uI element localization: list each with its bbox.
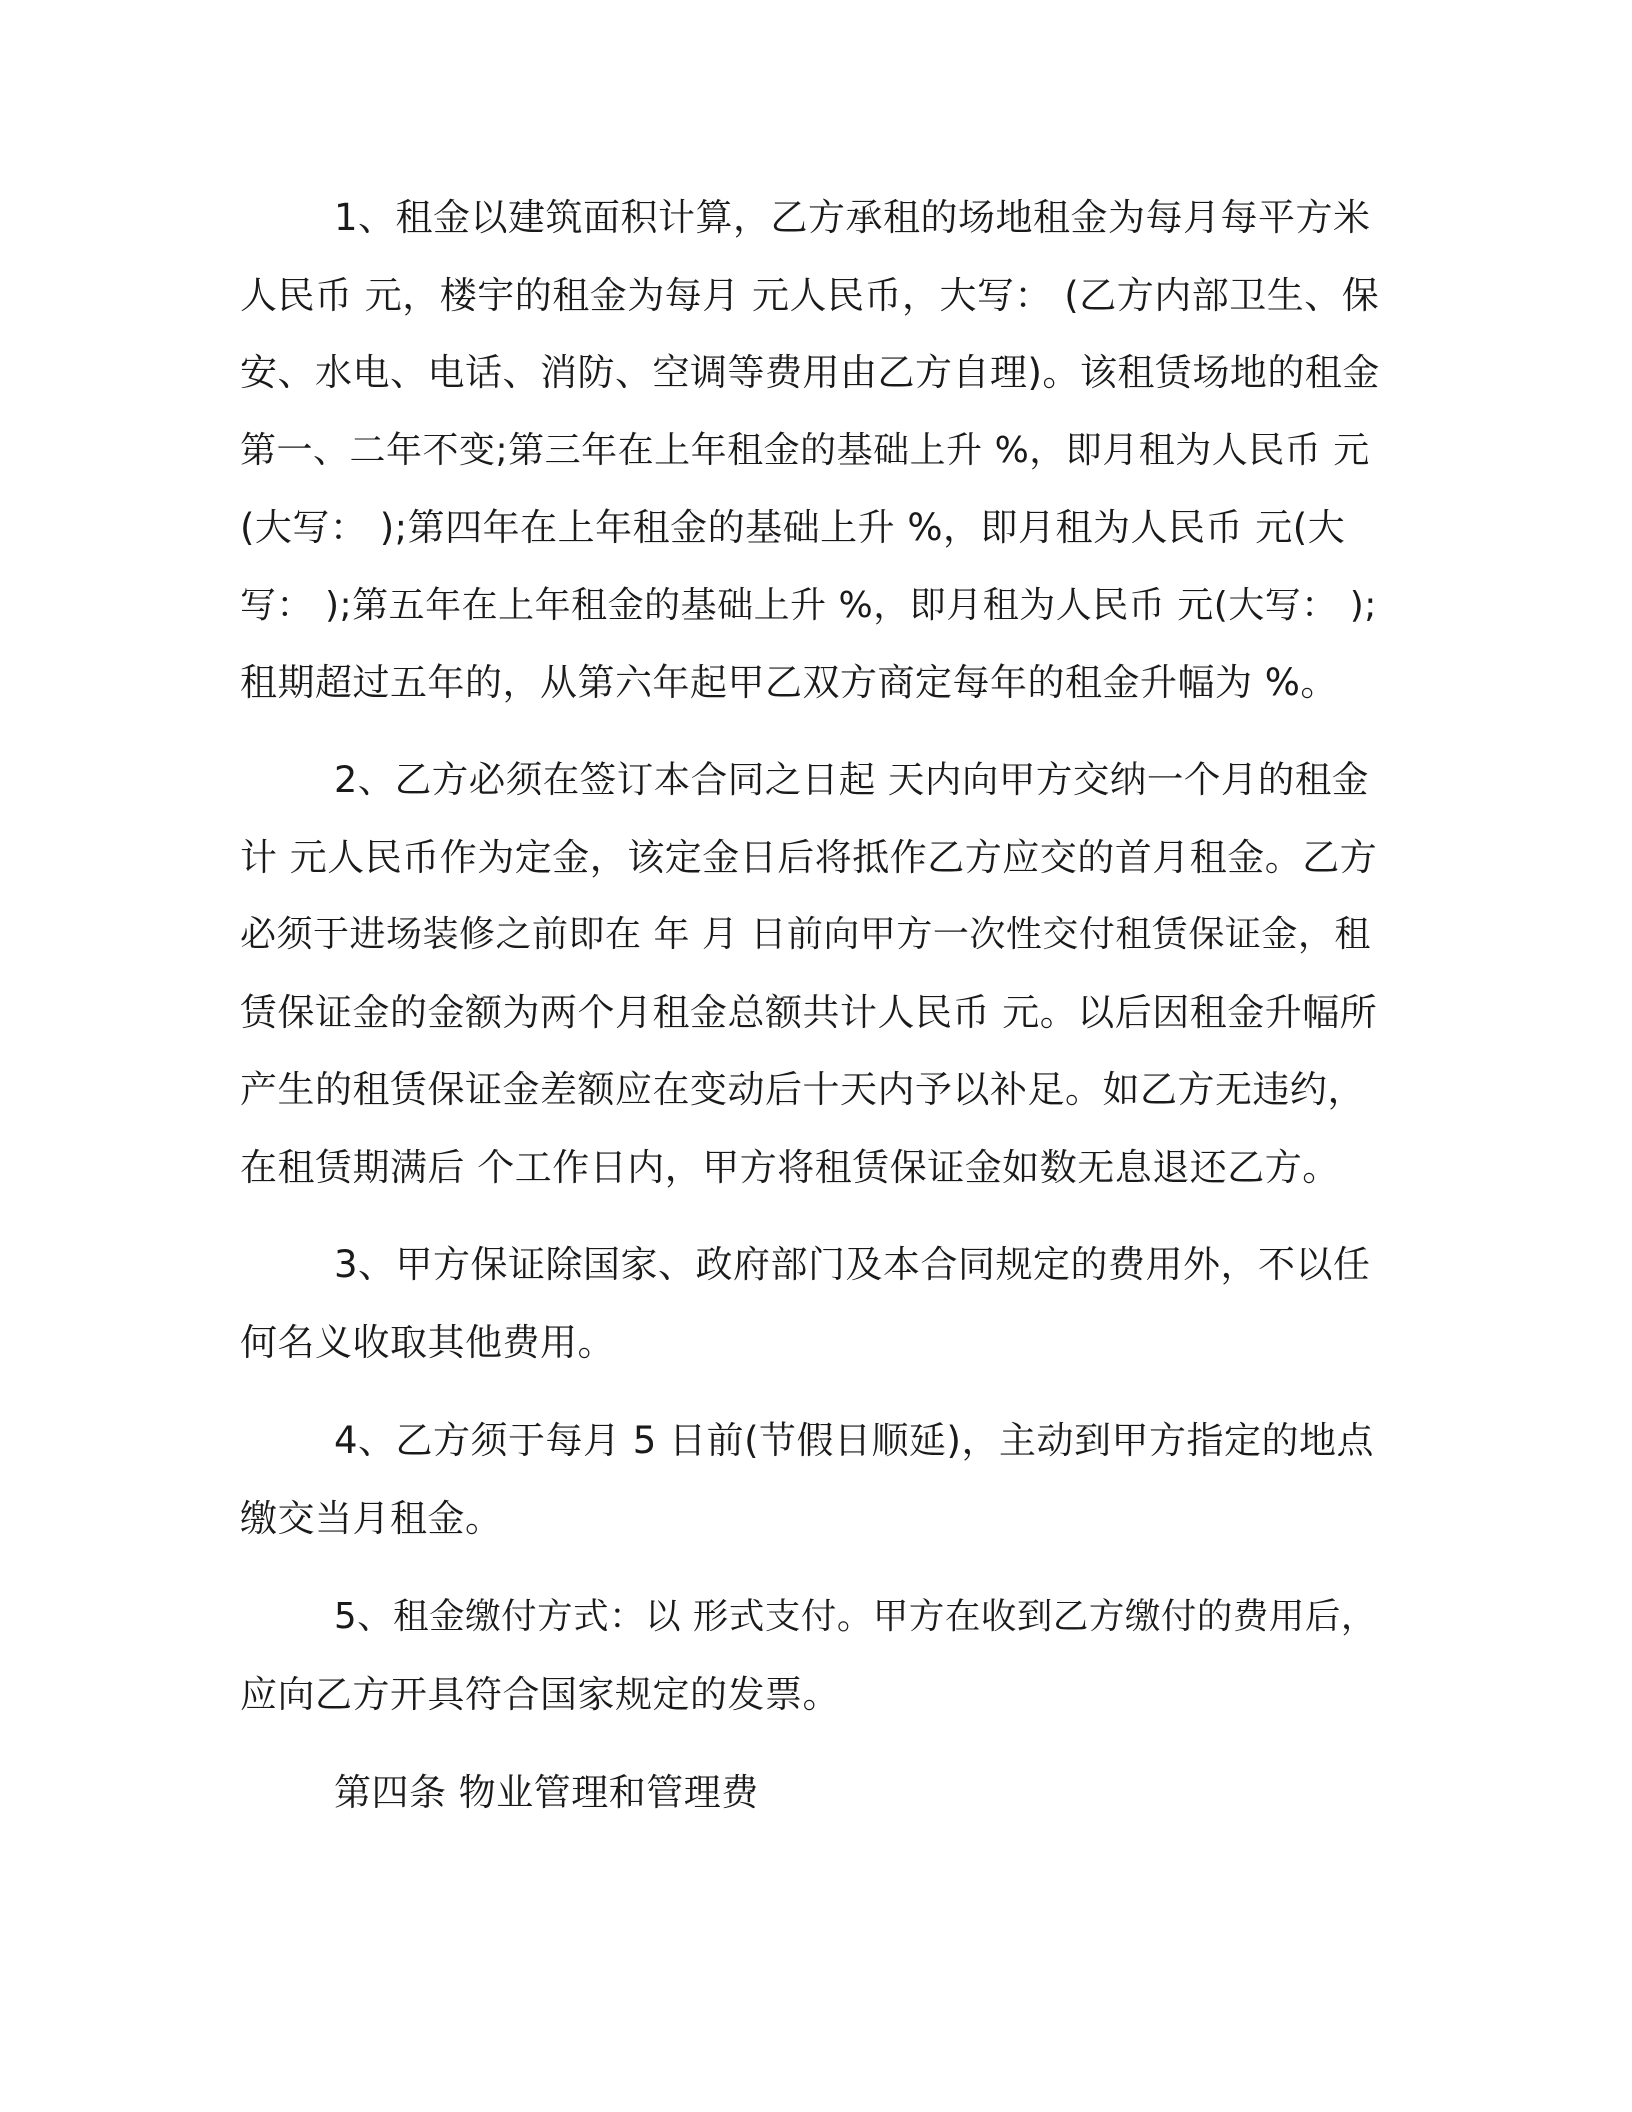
section-heading: 第四条 物业管理和管理费 xyxy=(334,1771,759,1814)
paragraph-deposit xyxy=(240,741,1380,1206)
paragraph-payment-date xyxy=(240,1402,1380,1557)
text-line: 在租赁期满后 个工作日内，甲方将租赁保证金如数无息退还乙方。 xyxy=(240,1145,1340,1189)
text-line: (大写： );第四年在上年租金的基础上升 %，即月租为人民币 元(大 xyxy=(240,506,1346,549)
text-line: 4、乙方须于每月 5 日前(节假日顺延)，主动到甲方指定的地点 xyxy=(334,1419,1374,1462)
text-line: 计 元人民币作为定金，该定金日后将抵作乙方应交的首月租金。乙方 xyxy=(240,835,1378,879)
text-line: 1、租金以建筑面积计算，乙方承租的场地租金为每月每平方米 xyxy=(334,196,1371,239)
text-line: 赁保证金的金额为两个月租金总额共计人民币 元。以后因租金升幅所 xyxy=(240,990,1378,1034)
text-line: 产生的租赁保证金差额应在变动后十天内予以补足。如乙方无违约， xyxy=(240,1068,1365,1111)
text-line: 5、租金缴付方式：以 形式支付。甲方在收到乙方缴付的费用后， xyxy=(334,1596,1377,1637)
paragraph-rent-calculation xyxy=(240,179,1380,722)
text-line: 人民币 元，楼宇的租金为每月 元人民币，大写： (乙方内部卫生、保 xyxy=(240,273,1380,317)
text-line: 必须于进场装修之前即在 年 月 日前向甲方一次性交付租赁保证金，租 xyxy=(240,914,1371,955)
text-line: 第一、二年不变;第三年在上年租金的基础上升 %，即月租为人民币 元 xyxy=(240,429,1370,471)
text-line: 写： );第五年在上年租金的基础上升 %，即月租为人民币 元(大写： ); xyxy=(240,584,1377,626)
paragraph-payment-method xyxy=(240,1578,1380,1733)
text-line: 何名义收取其他费用。 xyxy=(240,1320,615,1364)
paragraph-fees-guarantee xyxy=(240,1226,1380,1381)
text-line: 缴交当月租金。 xyxy=(240,1496,503,1540)
text-line: 3、甲方保证除国家、政府部门及本合同规定的费用外，不以任 xyxy=(334,1243,1371,1286)
text-line: 租期超过五年的，从第六年起甲乙双方商定每年的租金升幅为 %。 xyxy=(240,661,1338,704)
text-line: 2、乙方必须在签订本合同之日起 天内向甲方交纳一个月的租金 xyxy=(334,758,1369,801)
text-line: 安、水电、电话、消防、空调等费用由乙方自理)。该租赁场地的租金 xyxy=(240,351,1380,394)
section-heading-article-four xyxy=(240,1754,1380,1832)
text-line: 应向乙方开具符合国家规定的发票。 xyxy=(240,1672,840,1716)
